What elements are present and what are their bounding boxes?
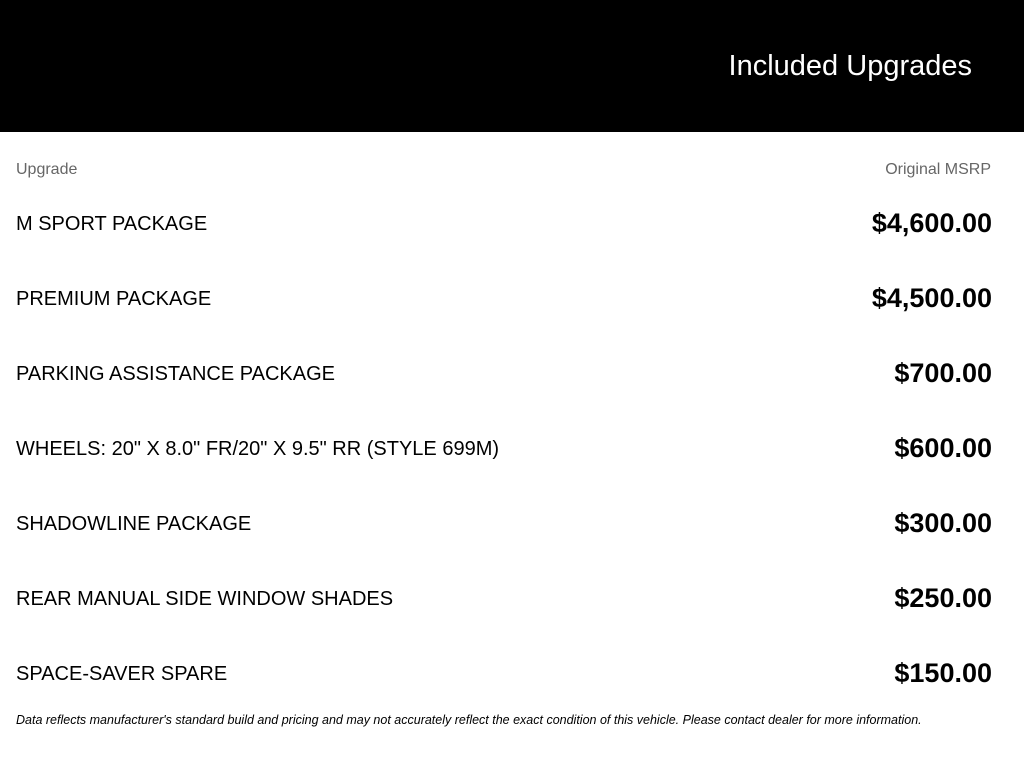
upgrade-row [0,647,1024,722]
upgrade-row [0,272,1024,347]
upgrade-price: $4,600.00 [871,208,992,238]
upgrade-price: $600.00 [894,433,992,463]
upgrade-row [0,572,1024,647]
upgrade-price: $700.00 [894,358,992,388]
upgrade-name: PARKING ASSISTANCE PACKAGE [16,363,335,385]
upgrade-price: $300.00 [894,508,992,538]
page-title: Included Upgrades [728,50,972,82]
upgrade-row [0,347,1024,422]
upgrade-row [0,197,1024,272]
column-header-msrp: Original MSRP [885,161,991,178]
upgrade-name: REAR MANUAL SIDE WINDOW SHADES [16,588,394,610]
upgrade-name: PREMIUM PACKAGE [16,288,212,310]
column-header-upgrade: Upgrade [16,161,78,178]
upgrade-name: M SPORT PACKAGE [16,213,208,235]
upgrade-price: $4,500.00 [871,283,992,313]
upgrade-price: $250.00 [894,583,992,613]
upgrades-list [0,197,1024,722]
upgrade-name: SHADOWLINE PACKAGE [16,513,252,535]
upgrade-name: WHEELS: 20" X 8.0" FR/20" X 9.5" RR (STYLE 699M) [16,438,500,460]
upgrade-price: $150.00 [894,658,992,688]
upgrade-row [0,422,1024,497]
upgrade-row [0,497,1024,572]
header-banner [0,0,1024,132]
disclaimer-text: Data reflects manufacturer's standard build and pricing and may not accurately reflect the exact condition of this vehicle. Please contact dealer for more information. [16,713,922,727]
upgrade-name: SPACE-SAVER SPARE [16,663,228,685]
